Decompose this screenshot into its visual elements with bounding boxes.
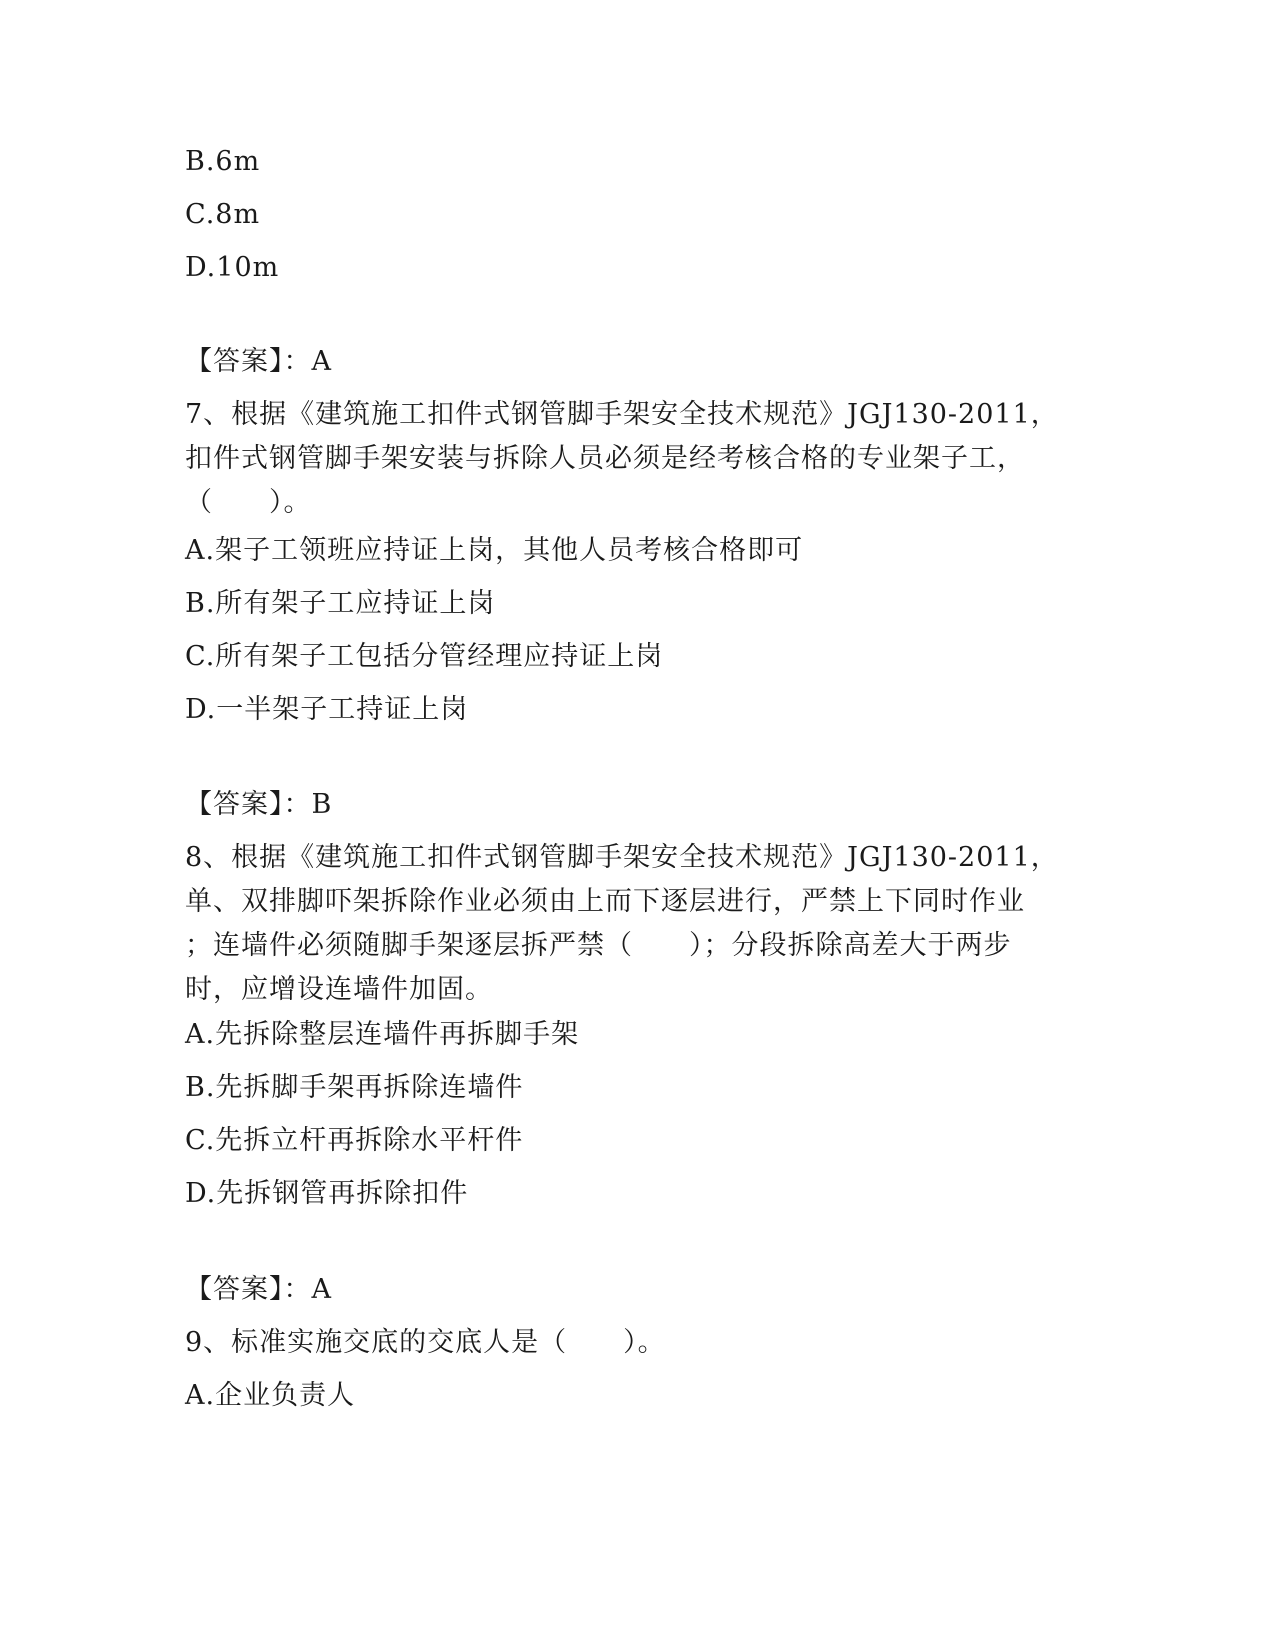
- q8-question: [185, 836, 1065, 1012]
- q6-answer: 【答案】：A: [185, 346, 332, 377]
- q8-line-1: 8、根据《建筑施工扣件式钢管脚手架安全技术规范》JGJ130-2011，: [185, 842, 1059, 873]
- q7-line-2: 扣件式钢管脚手架安装与拆除人员必须是经考核合格的专业架子工，: [185, 443, 1025, 474]
- q8-line-3: ；连墙件必须随脚手架逐层拆严禁（ ）；分段拆除高差大于两步: [185, 930, 1012, 961]
- q8-option-c: C.先拆立杆再拆除水平杆件: [185, 1125, 524, 1156]
- q7-line-1: 7、根据《建筑施工扣件式钢管脚手架安全技术规范》JGJ130-2011，: [185, 399, 1059, 430]
- q9-line-1: 9、标准实施交底的交底人是（ ）。: [185, 1327, 666, 1358]
- q8-line-4: 时，应增设连墙件加固。: [185, 974, 493, 1005]
- q7-option-a: A.架子工领班应持证上岗，其他人员考核合格即可: [185, 535, 804, 566]
- q7-option-d: D.一半架子工持证上岗: [185, 694, 469, 725]
- q8-option-d: D.先拆钢管再拆除扣件: [185, 1178, 469, 1209]
- q7-option-c: C.所有架子工包括分管经理应持证上岗: [185, 641, 664, 672]
- q6-option-d: D.10m: [185, 252, 280, 283]
- q7-answer: 【答案】：B: [185, 789, 333, 820]
- q7-option-b: B.所有架子工应持证上岗: [185, 588, 496, 619]
- q8-line-2: 单、双排脚吓架拆除作业必须由上而下逐层进行，严禁上下同时作业: [185, 886, 1025, 917]
- q7-question: [185, 393, 1065, 525]
- q8-option-b: B.先拆脚手架再拆除连墙件: [185, 1072, 524, 1103]
- q8-answer: 【答案】：A: [185, 1274, 332, 1305]
- q6-option-c: C.8m: [185, 199, 261, 230]
- q9-option-a: A.企业负责人: [185, 1380, 356, 1411]
- q6-option-b: B.6m: [185, 146, 261, 177]
- q7-line-3: （ ）。: [185, 487, 312, 518]
- q8-option-a: A.先拆除整层连墙件再拆脚手架: [185, 1019, 580, 1050]
